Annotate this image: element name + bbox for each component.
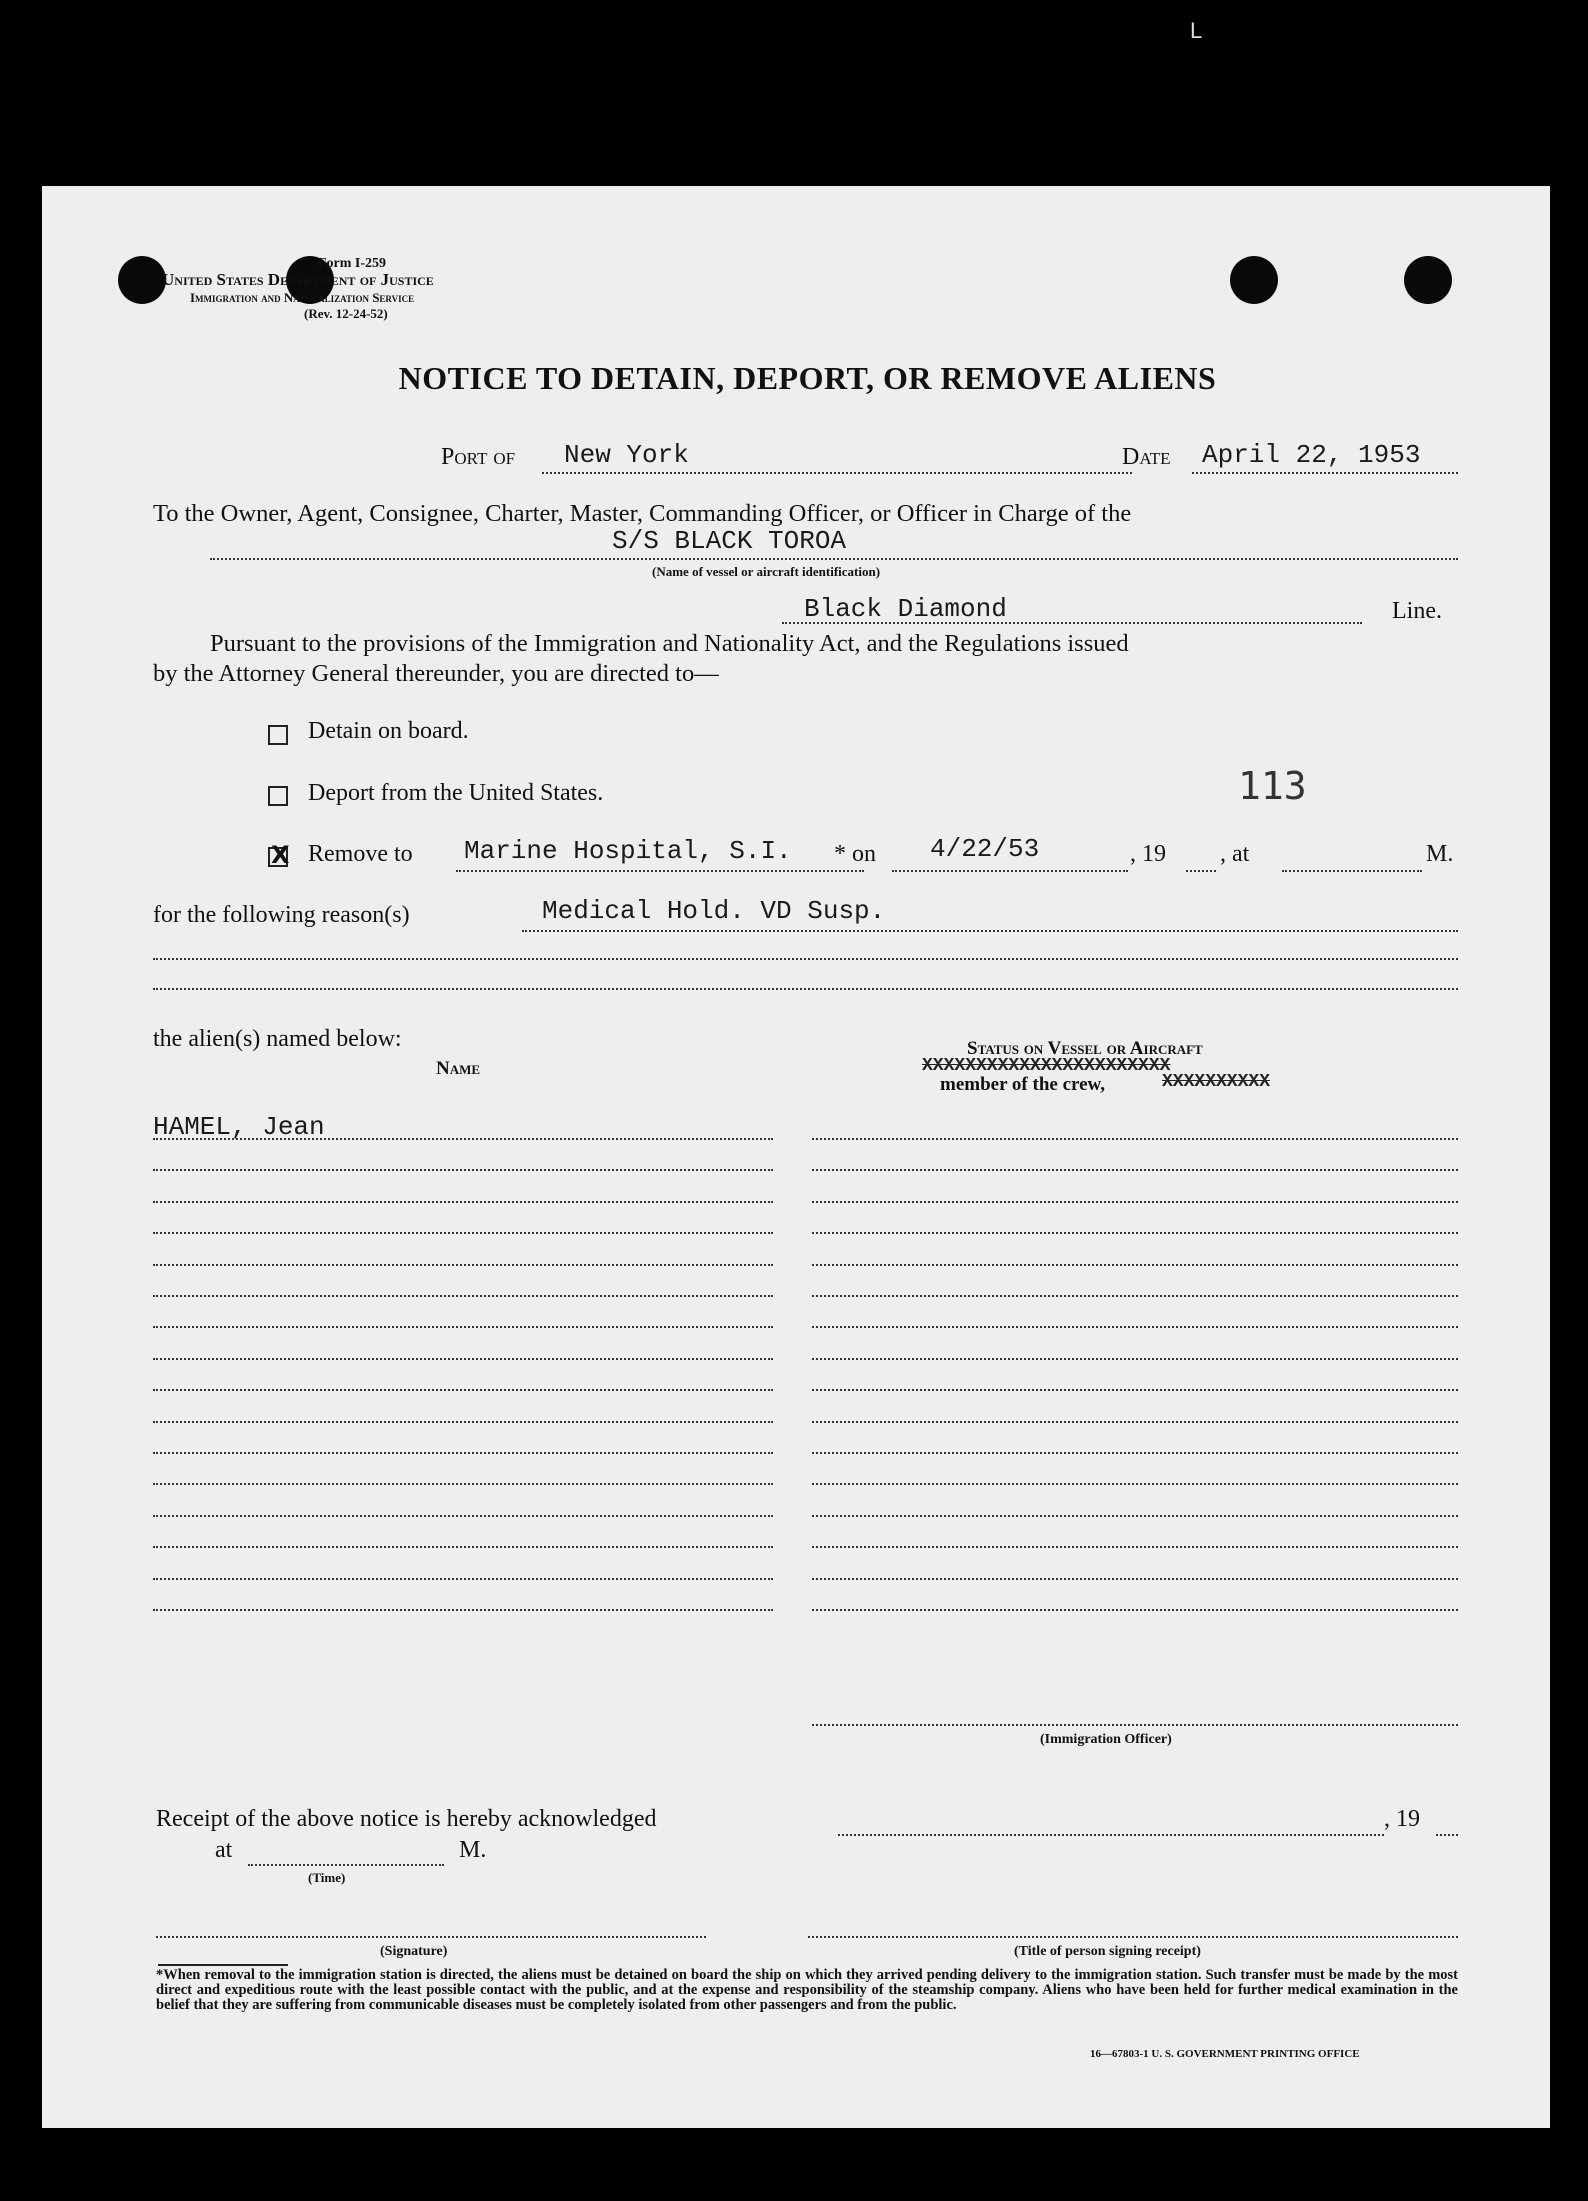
- status-row-line: [812, 1295, 1458, 1297]
- name-row-line: [153, 1609, 773, 1611]
- name-row-line: [153, 1169, 773, 1171]
- name-row-line: [153, 1452, 773, 1454]
- removal-year-label: , 19: [1130, 841, 1166, 867]
- status-row-line: [812, 1138, 1458, 1140]
- name-row-line: [153, 1232, 773, 1234]
- remove-label: Remove to: [308, 841, 413, 867]
- port-value: New York: [564, 440, 689, 470]
- date-value: April 22, 1953: [1202, 440, 1421, 470]
- aliens-label: the alien(s) named below:: [153, 1026, 402, 1052]
- title-caption: (Title of person signing receipt): [1014, 1944, 1201, 1959]
- detain-checkbox[interactable]: [268, 725, 288, 745]
- status-struck-text: XXXXXXXXXXXXXXXXXXXXXXX: [922, 1056, 1171, 1076]
- removal-m-label: M.: [1426, 841, 1454, 867]
- receipt-text: Receipt of the above notice is hereby acknowledged: [156, 1806, 657, 1832]
- deport-checkbox[interactable]: [268, 786, 288, 806]
- name-row-line: [153, 1138, 773, 1140]
- removal-date: 4/22/53: [930, 834, 1040, 864]
- remove-destination: Marine Hospital, S.I.: [464, 836, 792, 866]
- date-label: Date: [1122, 444, 1171, 470]
- deport-label: Deport from the United States.: [308, 780, 604, 806]
- detain-label: Detain on board.: [308, 718, 469, 744]
- status-row-line: [812, 1421, 1458, 1423]
- status-header: Status on Vessel or Aircraft: [967, 1038, 1203, 1059]
- name-row-line: [153, 1295, 773, 1297]
- name-row-line: [153, 1358, 773, 1360]
- name-row-line: [153, 1578, 773, 1580]
- vessel-caption: (Name of vessel or aircraft identification): [652, 564, 881, 579]
- form-title: NOTICE TO DETAIN, DEPORT, OR REMOVE ALIENS: [398, 360, 1217, 396]
- receipt-m-label: M.: [459, 1837, 487, 1863]
- punch-hole: [1230, 256, 1278, 304]
- signature-caption: (Signature): [380, 1944, 448, 1959]
- reason-label: for the following reason(s): [153, 902, 410, 928]
- remove-check-mark: X: [271, 841, 290, 869]
- name-row-line: [153, 1264, 773, 1266]
- receipt-year-label: , 19: [1384, 1806, 1420, 1832]
- removal-on-label: * on: [834, 841, 876, 867]
- receipt-at-label: at: [215, 1837, 233, 1863]
- removal-at-label: , at: [1220, 841, 1250, 867]
- addressee-text: To the Owner, Agent, Consignee, Charter, Master, Commanding Officer, or Officer in Charge of the: [153, 500, 1132, 527]
- status-struck-tail: XXXXXXXXXX: [1162, 1072, 1271, 1092]
- name-row-line: [153, 1515, 773, 1517]
- reason-value: Medical Hold. VD Susp.: [542, 896, 886, 926]
- time-caption: (Time): [308, 1870, 346, 1885]
- agency-line-1: United States Department of Justice: [162, 270, 434, 289]
- agency-line-2: Immigration and Naturalization Service: [190, 290, 415, 305]
- status-row-line: [812, 1201, 1458, 1203]
- alien-name: HAMEL, Jean: [153, 1112, 325, 1142]
- status-row-line: [812, 1578, 1458, 1580]
- officer-caption: (Immigration Officer): [1040, 1732, 1172, 1747]
- name-row-line: [153, 1389, 773, 1391]
- line-suffix: Line.: [1392, 598, 1442, 624]
- name-header: Name: [436, 1058, 481, 1079]
- status-row-line: [812, 1358, 1458, 1360]
- form-page: [42, 186, 1550, 2128]
- status-row-line: [812, 1264, 1458, 1266]
- status-row-line: [812, 1232, 1458, 1234]
- name-row-line: [153, 1421, 773, 1423]
- name-row-line: [153, 1546, 773, 1548]
- name-row-line: [153, 1483, 773, 1485]
- vessel-value: S/S BLACK TOROA: [612, 526, 847, 556]
- top-mark: L: [1190, 18, 1203, 43]
- status-row-line: [812, 1515, 1458, 1517]
- name-row-line: [153, 1326, 773, 1328]
- status-row-line: [812, 1609, 1458, 1611]
- footnote: *When removal to the immigration station is directed, the aliens must be detained on board the ship on which they arrived pending delivery to the immigration station. Such transfer must be made by the most direct and expeditious route with the least possible contact with the public, and at the expense and responsibility of the steamship company. Aliens who have been held for further medical examination in the belief that they are suffering from communicable diseases must be completely isolated from other passengers and from the public.: [156, 1967, 1458, 2013]
- status-subheader: member of the crew,: [940, 1074, 1105, 1095]
- status-row-line: [812, 1326, 1458, 1328]
- status-row-line: [812, 1483, 1458, 1485]
- line-value: Black Diamond: [804, 594, 1007, 624]
- stamp-number: 113: [1238, 764, 1307, 808]
- footnote-rule: [158, 1964, 288, 1966]
- name-row-line: [153, 1201, 773, 1203]
- printer-line: 16—67803-1 U. S. GOVERNMENT PRINTING OFFICE: [1090, 2048, 1360, 2060]
- form-revision: (Rev. 12-24-52): [304, 306, 388, 321]
- port-label: Port of: [441, 444, 516, 470]
- status-row-line: [812, 1169, 1458, 1171]
- status-row-line: [812, 1452, 1458, 1454]
- pursuant-line-1: Pursuant to the provisions of the Immigration and Nationality Act, and the Regulations issued: [210, 630, 1129, 657]
- punch-hole: [118, 256, 166, 304]
- status-row-line: [812, 1546, 1458, 1548]
- punch-hole: [1404, 256, 1452, 304]
- form-number: Form I-259: [318, 256, 387, 271]
- status-row-line: [812, 1389, 1458, 1391]
- pursuant-line-2: by the Attorney General thereunder, you are directed to—: [153, 660, 719, 687]
